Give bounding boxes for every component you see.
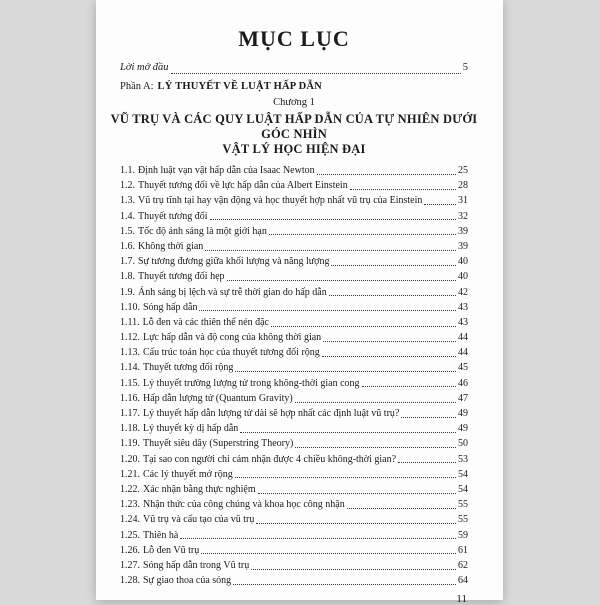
toc-entry — [120, 269, 468, 284]
toc-entry — [120, 163, 468, 178]
toc-entry-label: Tốc độ ánh sáng là một giới hạn — [138, 225, 267, 237]
toc-entry — [120, 193, 468, 208]
dot-leader — [210, 219, 456, 220]
toc-entry — [120, 376, 468, 391]
dot-leader — [269, 234, 456, 235]
part-heading — [120, 78, 468, 95]
dot-leader — [295, 402, 456, 403]
toc-entry-label: Vũ trụ và cấu tạo của vũ trụ — [143, 514, 255, 526]
toc-entry — [120, 360, 468, 375]
toc-entry-number: 1.14. — [120, 362, 140, 374]
toc-entry — [120, 512, 468, 527]
toc-entry-page: 53 — [458, 453, 468, 465]
toc-entry — [120, 178, 468, 193]
toc-entry-page: 39 — [458, 225, 468, 237]
dot-leader — [240, 432, 456, 433]
toc-entry-number: 1.1. — [120, 165, 135, 176]
toc-entry-page: 49 — [458, 408, 468, 419]
dot-leader — [235, 477, 456, 478]
toc-entry — [120, 406, 468, 421]
toc-entry — [120, 285, 468, 300]
toc-entry — [120, 452, 468, 467]
toc-entry — [120, 573, 468, 588]
dot-leader — [271, 326, 456, 327]
toc-entry-number: 1.6. — [120, 240, 135, 252]
toc-entry — [120, 391, 468, 406]
toc-entry-page: 43 — [458, 301, 468, 313]
toc-entry-label: Thuyết tương đối — [138, 210, 208, 222]
toc-entry — [120, 467, 468, 482]
toc-list — [120, 163, 468, 588]
toc-entry — [120, 543, 468, 558]
toc-entry-page: 54 — [458, 468, 468, 480]
toc-entry-number: 1.8. — [120, 271, 135, 283]
dot-leader — [347, 508, 456, 509]
toc-entry — [120, 224, 468, 239]
toc-entry — [120, 315, 468, 330]
toc-entry-number: 1.3. — [120, 195, 135, 207]
toc-entry-label: Xác nhận bằng thực nghiệm — [143, 483, 256, 495]
toc-entry-page: 39 — [458, 240, 468, 252]
dot-leader — [180, 538, 456, 539]
toc-entry-number: 1.2. — [120, 180, 135, 192]
toc-entry-number: 1.11. — [120, 316, 140, 328]
dot-leader — [329, 295, 456, 296]
chapter-heading-line-2: VẬT LÝ HỌC HIỆN ĐẠI — [222, 142, 366, 156]
toc-entry-number: 1.23. — [120, 499, 140, 511]
toc-entry — [120, 497, 468, 512]
toc-entry-front-matter — [120, 60, 468, 77]
toc-entry-number: 1.27. — [120, 559, 140, 571]
toc-entry — [120, 330, 468, 345]
toc-entry-label: Lực hấp dẫn và độ cong của không thời gian — [143, 332, 322, 344]
dot-leader — [251, 569, 456, 570]
toc-entry-page: 45 — [458, 362, 468, 374]
dot-leader — [323, 341, 456, 342]
dot-leader — [350, 189, 456, 190]
toc-entry-number: 1.24. — [120, 514, 140, 526]
dot-leader — [331, 265, 456, 266]
toc-entry-page: 62 — [458, 559, 468, 571]
toc-entry-label: Hấp dẫn lượng tử (Quantum Gravity) — [143, 392, 293, 404]
toc-entry-number: 1.10. — [120, 301, 140, 313]
toc-entry-page: 61 — [458, 544, 468, 556]
chapter-heading — [108, 112, 480, 157]
front-matter-page: 5 — [462, 62, 468, 73]
toc-entry — [120, 254, 468, 269]
dot-leader — [401, 417, 456, 418]
dot-leader — [322, 356, 456, 357]
toc-entry-label: Sự giao thoa của sóng — [143, 575, 232, 587]
toc-entry-page: 28 — [458, 180, 468, 192]
toc-entry-page: 46 — [458, 377, 468, 389]
toc-entry-number: 1.21. — [120, 468, 140, 480]
toc-entry-number: 1.22. — [120, 483, 140, 495]
toc-entry-number: 1.26. — [120, 544, 140, 556]
toc-entry-page: 44 — [458, 347, 468, 359]
toc-entry-number: 1.13. — [120, 347, 140, 359]
dot-leader — [295, 447, 456, 448]
dot-leader — [199, 310, 456, 311]
toc-entry-number: 1.12. — [120, 332, 140, 344]
toc-entry-page: 32 — [458, 210, 468, 222]
toc-entry — [120, 558, 468, 573]
book-page — [96, 0, 503, 605]
toc-entry-label: Ánh sáng bị lệch và sự trễ thời gian do hấp dẫn — [138, 286, 327, 298]
toc-entry-page: 40 — [458, 271, 468, 283]
toc-entry — [120, 300, 468, 315]
toc-entry-number: 1.19. — [120, 438, 140, 450]
toc-entry-page: 43 — [458, 316, 468, 328]
part-prefix: Phần A: — [120, 81, 154, 92]
toc-entry-number: 1.28. — [120, 575, 140, 587]
toc-entry-label: Sóng hấp dẫn — [143, 301, 198, 313]
toc-entry-page: 54 — [458, 483, 468, 495]
dot-leader — [171, 73, 461, 74]
toc-entry — [120, 482, 468, 497]
toc-entry-label: Lỗ đen và các thiên thể nén đặc — [142, 316, 269, 328]
dot-leader — [227, 280, 456, 281]
toc-entry-label: Thiên hà — [143, 529, 179, 541]
toc-entry-number: 1.25. — [120, 529, 140, 541]
toc-entry-number: 1.20. — [120, 453, 140, 465]
toc-entry-label: Định luật vạn vật hấp dẫn của Isaac Newton — [138, 165, 315, 176]
page-title: MỤC LỤC — [238, 26, 350, 51]
dot-leader — [362, 386, 456, 387]
dot-leader — [258, 493, 456, 494]
dot-leader — [205, 250, 456, 251]
toc-entry — [120, 436, 468, 451]
toc-entry — [120, 239, 468, 254]
toc-entry — [120, 345, 468, 360]
toc-entry-page: 55 — [458, 514, 468, 526]
toc-entry-page: 25 — [458, 165, 468, 176]
toc-entry-label: Nhận thức của công chúng và khoa học công nhận — [143, 499, 345, 511]
toc-entry-number: 1.15. — [120, 377, 140, 389]
dot-leader — [317, 174, 456, 175]
dot-leader — [233, 584, 456, 585]
toc-entry-label: Lý thuyết hấp dẫn lượng tử dài sẽ hợp nhất các định luật vũ trụ? — [143, 408, 400, 419]
toc-entry-number: 1.17. — [120, 408, 140, 419]
toc-entry-label: Sự tương đương giữa khối lượng và năng lượng — [138, 256, 330, 268]
dot-leader — [398, 462, 456, 463]
dot-leader — [424, 204, 456, 205]
toc-entry-page: 40 — [458, 256, 468, 268]
dot-leader — [201, 553, 456, 554]
toc-entry-label: Các lý thuyết mở rộng — [143, 468, 233, 480]
toc-entry-page: 64 — [458, 575, 468, 587]
toc-entry-label: Thuyết tương đối hẹp — [138, 271, 225, 283]
toc-entry-number: 1.4. — [120, 210, 135, 222]
dot-leader — [235, 371, 456, 372]
toc-entry-page: 44 — [458, 332, 468, 344]
toc-entry-page: 31 — [458, 195, 468, 207]
toc-entry-page: 59 — [458, 529, 468, 541]
toc-entry — [120, 209, 468, 224]
toc-entry-number: 1.16. — [120, 392, 140, 404]
toc-entry-label: Vũ trụ tĩnh tại hay vận động và học thuyết hợp nhất vũ trụ của Einstein — [138, 195, 423, 207]
toc-entry-page: 42 — [458, 286, 468, 298]
chapter-label: Chương 1 — [273, 97, 315, 108]
toc-entry-label: Lỗ đen Vũ trụ — [143, 544, 200, 556]
toc-entry-page: 49 — [458, 423, 468, 435]
toc-entry-page: 47 — [458, 392, 468, 404]
toc-entry-label: Tại sao con người chỉ cảm nhận được 4 chiều không-thời gian? — [143, 453, 397, 465]
toc-entry-number: 1.7. — [120, 256, 135, 268]
toc-entry-number: 1.18. — [120, 423, 140, 435]
toc-entry-page: 50 — [458, 438, 468, 450]
chapter-heading-line-1: VŨ TRỤ VÀ CÁC QUY LUẬT HẤP DẪN CỦA TỰ NHIÊN DƯỚI GÓC NHÌN — [110, 112, 478, 141]
toc-entry-label: Cấu trúc toán học của thuyết tương đối rộng — [143, 347, 320, 359]
dot-leader — [256, 523, 456, 524]
toc-entry-label: Lý thuyết kỳ dị hấp dẫn — [143, 423, 239, 435]
toc-entry-label: Thuyết tương đối rộng — [143, 362, 234, 374]
toc-entry-label: Lý thuyết trường lượng tử trong không-thời gian cong — [143, 377, 360, 389]
front-matter-label: Lời mở đầu — [120, 62, 169, 73]
toc-entry — [120, 421, 468, 436]
toc-entry-label: Thuyết siêu dây (Superstring Theory) — [143, 438, 294, 450]
part-title: LÝ THUYẾT VỀ LUẬT HẤP DẪN — [157, 81, 322, 92]
toc-entry-page: 55 — [458, 499, 468, 511]
toc-entry-label: Sóng hấp dẫn trong Vũ trụ — [143, 559, 250, 571]
toc-entry-label: Thuyết tương đối về lực hấp dẫn của Albert Einstein — [138, 180, 348, 192]
toc-entry — [120, 528, 468, 543]
toc-entry-label: Không thời gian — [138, 240, 204, 252]
toc-entry-number: 1.5. — [120, 225, 135, 237]
page-number: 11 — [456, 593, 467, 605]
toc-entry-number: 1.9. — [120, 286, 135, 298]
